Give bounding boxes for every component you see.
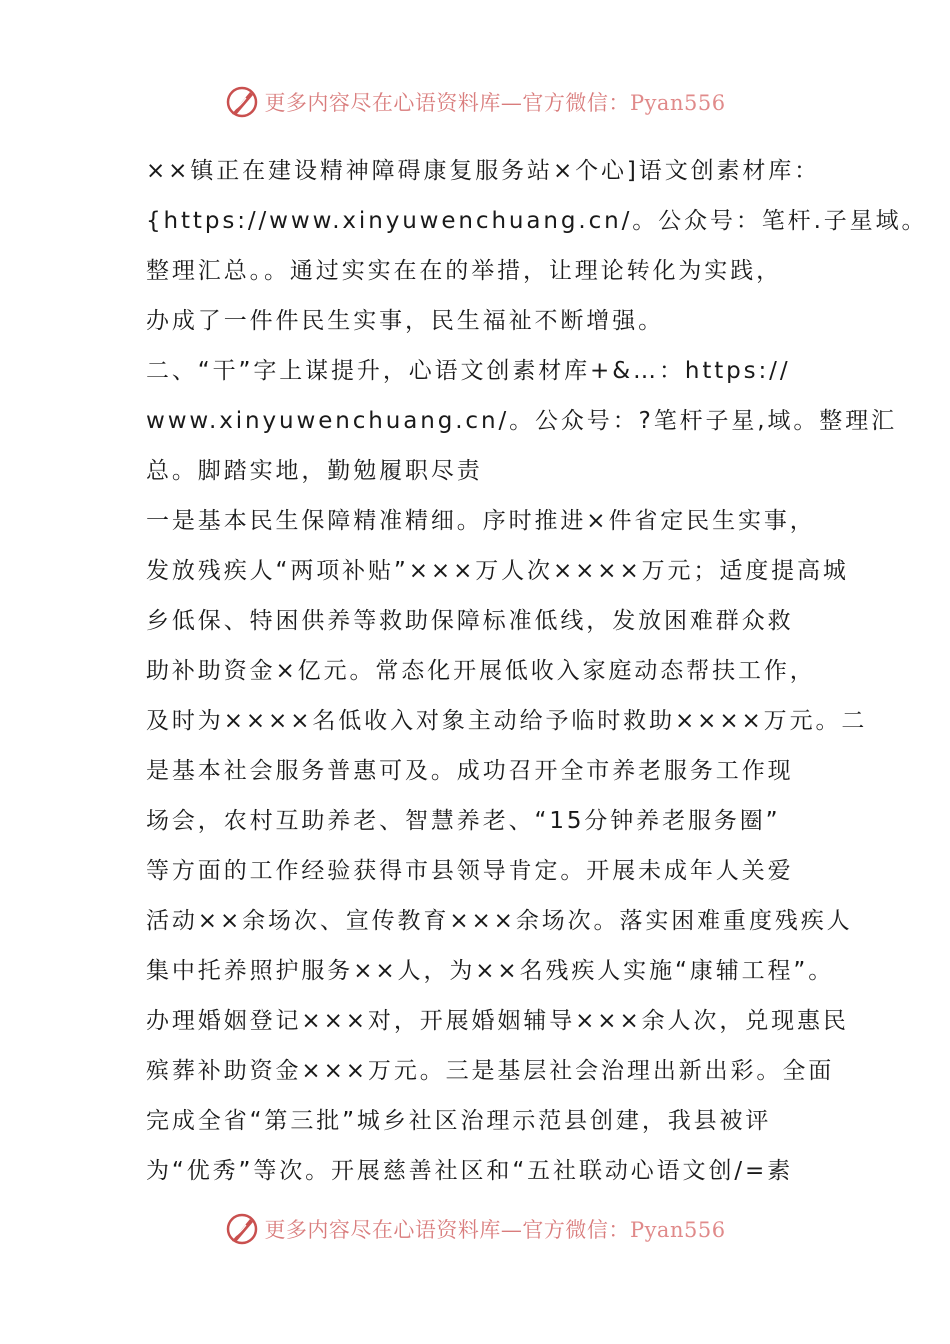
header-wechat-id: Pyan556 [629,91,726,115]
footer-banner [0,1207,950,1251]
body-line: www.xinyuwenchuang.cn/。公众号：?笔杆子星,域。整理汇 [146,408,898,434]
body-line: 活动××余场次、宣传教育×××余场次。落实困难重度残疾人 [146,908,853,934]
footer-wechat-id: Pyan556 [629,1218,726,1242]
body-line: 办理婚姻登记×××对，开展婚姻辅导×××余人次，兑现惠民 [146,1008,849,1034]
body-line: {https://www.xinyuwenchuang.cn/。公众号：笔杆.子星域。 [146,208,928,234]
body-line: 整理汇总。。通过实实在在的举措，让理论转化为实践， [146,258,782,284]
body-line: 场会，农村互助养老、智慧养老、“15分钟养老服务圈” [146,808,781,834]
body-line: 乡低保、特困供养等救助保障标准低线，发放困难群众救 [146,608,794,634]
body-line: 办成了一件件民生实事，民生福祉不断增强。 [146,308,664,334]
quill-logo-icon [224,1211,260,1247]
quill-logo-icon [224,84,260,120]
body-line: 二、“干”字上谋提升，心语文创素材库+&…：https:// [146,358,791,384]
footer-banner-text [264,1214,725,1244]
body-line: 殡葬补助资金×××万元。三是基层社会治理出新出彩。全面 [146,1058,835,1084]
body-line: 为“优秀”等次。开展慈善社区和“五社联动心语文创/=素 [146,1158,794,1184]
header-banner [0,80,950,124]
footer-banner-label: 更多内容尽在心语资料库—官方微信： [264,1218,630,1242]
header-banner-text [264,87,725,117]
body-line: 助补助资金×亿元。常态化开展低收入家庭动态帮扶工作， [146,658,816,684]
document-body [146,146,928,1196]
body-line: 发放残疾人“两项补贴”×××万人次××××万元；适度提高城 [146,558,849,584]
body-line: 完成全省“第三批”城乡社区治理示范县创建，我县被评 [146,1108,772,1134]
body-line: 等方面的工作经验获得市县领导肯定。开展未成年人关爱 [146,858,794,884]
body-line: ××镇正在建设精神障碍康复服务站×个心]语文创素材库： [146,158,821,184]
body-line: 集中托养照护服务××人，为××名残疾人实施“康辅工程”。 [146,958,835,984]
body-line: 及时为××××名低收入对象主动给予临时救助××××万元。二 [146,708,868,734]
body-line: 总。脚踏实地，勤勉履职尽责 [146,458,483,484]
header-banner-label: 更多内容尽在心语资料库—官方微信： [264,91,630,115]
body-line: 一是基本民生保障精准精细。序时推进×件省定民生实事， [146,508,816,534]
body-line: 是基本社会服务普惠可及。成功召开全市养老服务工作现 [146,758,794,784]
